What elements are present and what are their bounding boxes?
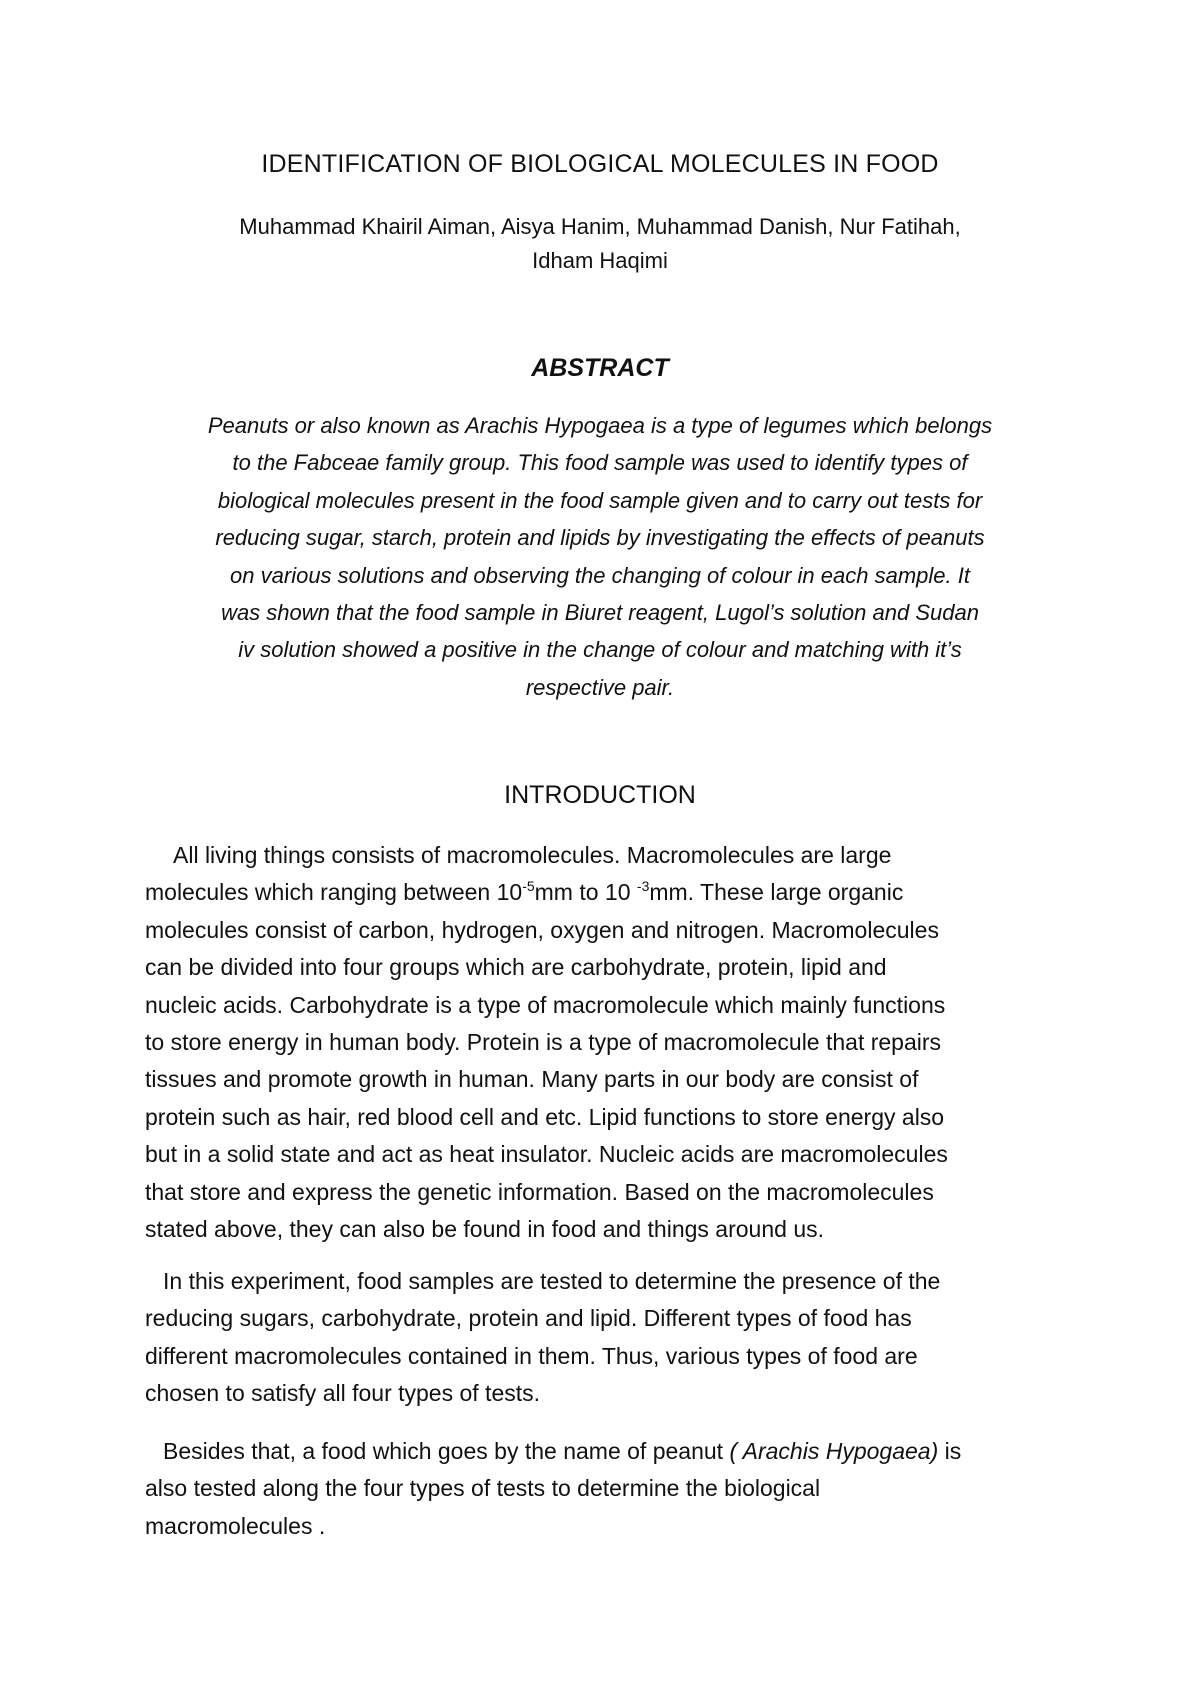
text-fragment: is [938,1438,962,1464]
paragraph-line: can be divided into four groups which are carbohydrate, protein, lipid and [145,954,887,981]
abstract-line: biological molecules present in the food sample given and to carry out tests for [217,487,983,513]
paragraph-line-with-exponents [145,874,1070,911]
paragraph-line: molecules consist of carbon, hydrogen, oxygen and nitrogen. Macromolecules [145,916,939,943]
abstract-line: iv solution showed a positive in the change of colour and matching with it’s [238,637,962,663]
paragraph-line: reducing sugars, carbohydrate, protein and lipid. Different types of food has [145,1305,912,1332]
abstract-body [140,407,1060,706]
paragraph-line: tissues and promote growth in human. Many parts in our body are consist of [145,1066,919,1093]
abstract-heading: ABSTRACT [531,354,669,382]
paragraph-line: nucleic acids. Carbohydrate is a type of macromolecule which mainly functions [145,991,946,1018]
author-line-2: Idham Haqimi [532,248,668,273]
introduction-paragraph-1 [145,837,1070,1248]
abstract-line: respective pair. [525,674,675,700]
author-line-1: Muhammad Khairil Aiman, Aisya Hanim, Muhammad Danish, Nur Fatihah, [239,214,961,239]
introduction-paragraph-3 [145,1433,1070,1545]
paragraph-line: All living things consists of macromolecules. Macromolecules are large [173,842,892,868]
text-fragment: Besides that, a food which goes by the name of peanut [163,1438,730,1464]
introduction-paragraph-2 [145,1263,1070,1413]
species-name: ( Arachis Hypogaea) [729,1438,939,1464]
exponent: -3 [636,878,650,895]
text-fragment: mm. These large organic [649,879,904,906]
abstract-line: on various solutions and observing the changing of colour in each sample. It [230,562,970,588]
paragraph-line: chosen to satisfy all four types of tests. [145,1380,541,1407]
author-list [150,210,1050,278]
text-fragment: molecules which ranging between 10 [145,879,523,906]
exponent: -5 [522,878,535,895]
paragraph-line-with-italic [145,1433,1070,1470]
abstract-line: was shown that the food sample in Biuret reagent, Lugol’s solution and Sudan [221,600,979,626]
paragraph-line: different macromolecules contained in them. Thus, various types of food are [145,1342,918,1369]
paragraph-line: to store energy in human body. Protein is a type of macromolecule that repairs [145,1029,942,1056]
paragraph-line: also tested along the four types of tests to determine the biological [145,1475,821,1502]
paragraph-line: but in a solid state and act as heat insulator. Nucleic acids are macromolecules [145,1141,948,1168]
abstract-line: to the Fabceae family group. This food sample was used to identify types of [232,450,968,476]
paragraph-line: protein such as hair, red blood cell and etc. Lipid functions to store energy also [145,1103,945,1130]
paragraph-line: macromolecules . [145,1512,326,1539]
paper-title: IDENTIFICATION OF BIOLOGICAL MOLECULES IN FOOD [261,150,939,178]
paragraph-line: stated above, they can also be found in food and things around us. [145,1216,824,1243]
introduction-heading: INTRODUCTION [504,781,696,809]
paragraph-line: In this experiment, food samples are tested to determine the presence of the [163,1268,941,1294]
abstract-line: Peanuts or also known as Arachis Hypogaea is a type of legumes which belongs [207,413,993,438]
text-fragment: mm to 10 [534,879,631,906]
paragraph-line: that store and express the genetic information. Based on the macromolecules [145,1178,934,1205]
abstract-line: reducing sugar, starch, protein and lipids by investigating the effects of peanuts [215,525,985,551]
